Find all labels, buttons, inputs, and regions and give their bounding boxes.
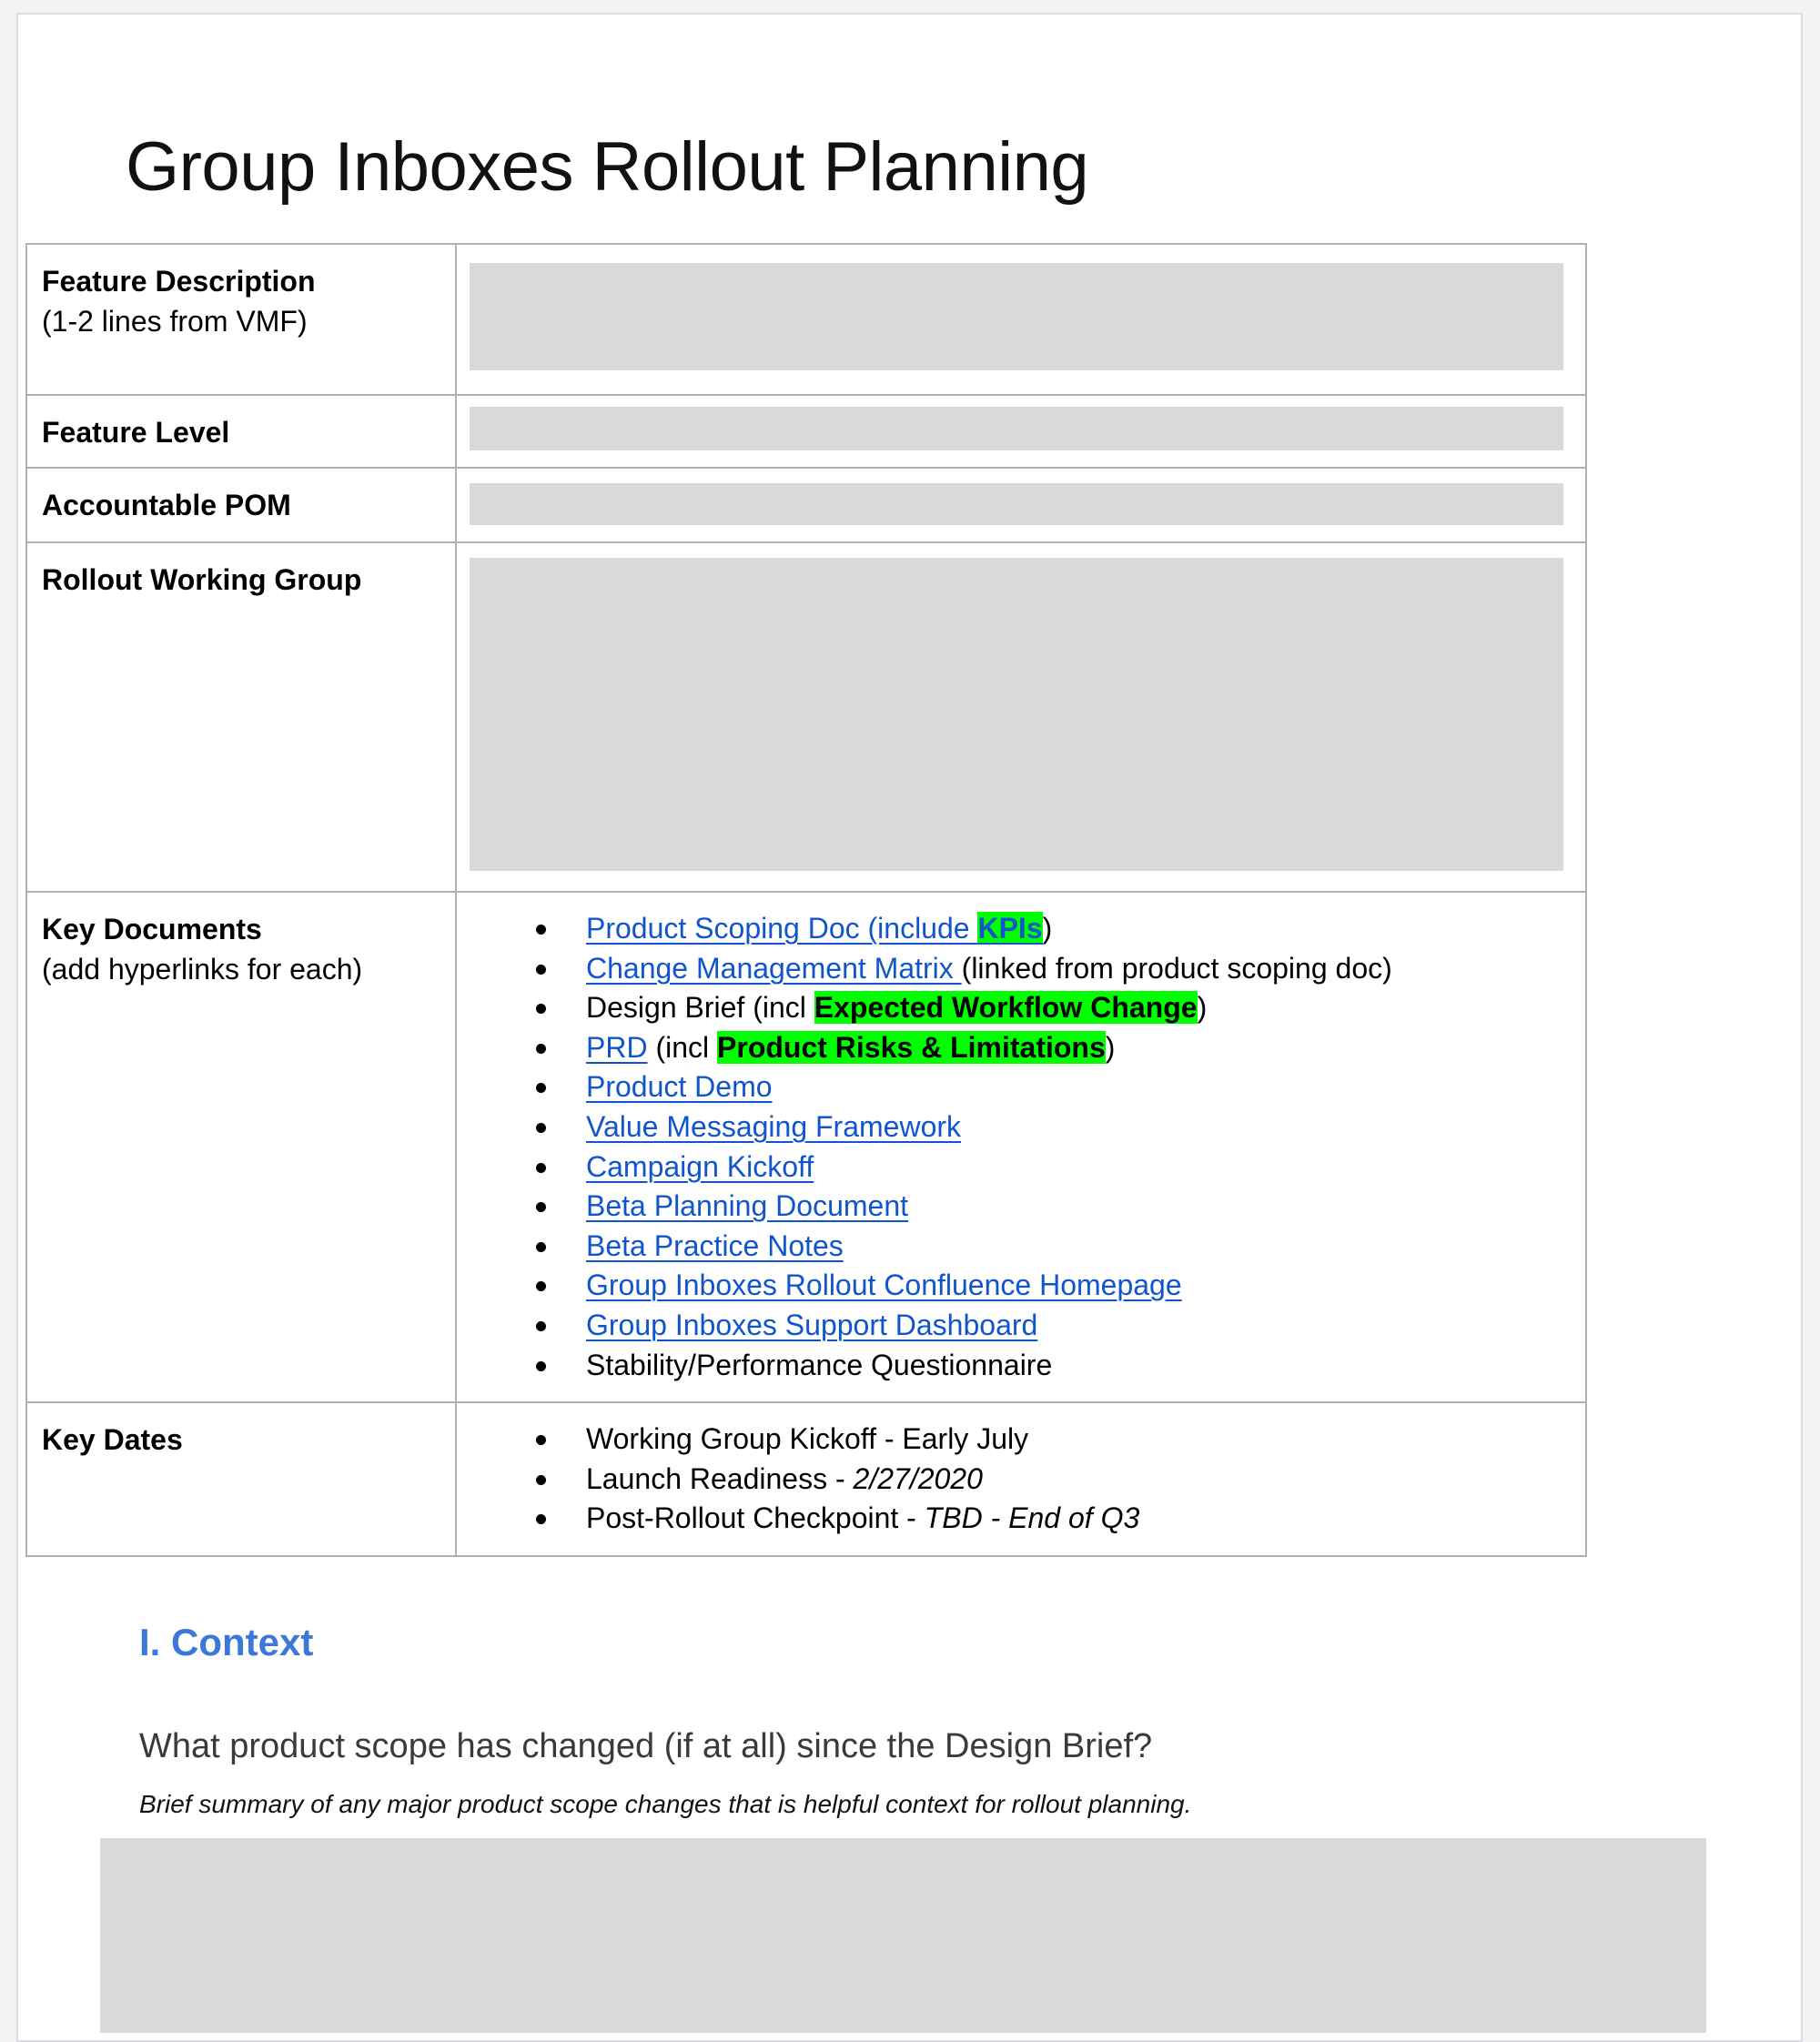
table-row-feature-level — [26, 395, 1586, 468]
list-item — [586, 949, 1563, 989]
feature-level-label-cell — [26, 395, 456, 468]
feature-level-label: Feature Level — [42, 416, 230, 449]
stability-questionnaire-text: Stability/Performance Questionnaire — [586, 1348, 1053, 1381]
key-dates-label: Key Dates — [42, 1423, 183, 1457]
post-rollout-value: TBD - End of Q3 — [924, 1501, 1140, 1535]
list-item — [586, 1227, 1563, 1267]
redacted-block[interactable] — [100, 1838, 1706, 2033]
beta-practice-notes-link[interactable]: Beta Practice Notes — [586, 1228, 844, 1262]
key-dates-label-cell — [26, 1402, 456, 1556]
key-documents-label: Key Documents — [42, 913, 262, 945]
launch-readiness-label: Launch Readiness - — [586, 1461, 854, 1495]
bullet-icon — [536, 1083, 546, 1093]
bullet-icon — [536, 1202, 546, 1212]
kpis-highlight: KPIs — [977, 912, 1043, 945]
accountable-pom-label-cell — [26, 468, 456, 542]
bullet-icon — [536, 1475, 546, 1485]
list-item — [586, 1067, 1563, 1107]
bullet-icon — [536, 1123, 546, 1133]
bullet-icon — [536, 1321, 546, 1331]
document-title: Group Inboxes Rollout Planning — [126, 128, 1089, 206]
key-documents-value-cell — [456, 892, 1586, 1402]
scope-change-question: What product scope has changed (if at all) since the Design Brief? — [139, 1727, 1153, 1765]
design-brief-text: Design Brief (incl — [586, 991, 814, 1025]
redacted-block — [470, 263, 1563, 370]
product-risks-highlight: Product Risks & Limitations — [717, 1030, 1106, 1064]
campaign-kickoff-link[interactable]: Campaign Kickoff — [586, 1149, 814, 1183]
bullet-icon — [536, 1004, 546, 1014]
redacted-block — [470, 483, 1563, 525]
value-messaging-framework-link[interactable]: Value Messaging Framework — [586, 1109, 962, 1143]
bullet-icon — [536, 965, 546, 975]
redacted-block — [470, 407, 1563, 450]
list-item — [586, 1306, 1563, 1346]
expected-workflow-change-highlight: Expected Workflow Change — [814, 991, 1198, 1025]
table-row-feature-description — [26, 244, 1586, 395]
list-item — [586, 1187, 1563, 1227]
list-item — [586, 1499, 1563, 1539]
redacted-block — [470, 558, 1563, 871]
table-row-key-dates — [26, 1402, 1586, 1556]
beta-planning-document-link[interactable]: Beta Planning Document — [586, 1189, 908, 1223]
accountable-pom-value-cell[interactable] — [456, 468, 1586, 542]
context-heading: I. Context — [139, 1621, 314, 1663]
product-demo-link[interactable]: Product Demo — [586, 1070, 773, 1104]
close-paren: ) — [1042, 912, 1053, 945]
key-documents-list — [470, 909, 1563, 1385]
bullet-icon — [536, 1044, 546, 1054]
confluence-homepage-link[interactable]: Group Inboxes Rollout Confluence Homepage — [586, 1269, 1182, 1302]
table-row-accountable-pom — [26, 468, 1586, 542]
list-item — [586, 988, 1563, 1028]
prd-link[interactable]: PRD — [586, 1030, 648, 1064]
change-management-matrix-link[interactable]: Change Management Matrix — [586, 951, 962, 985]
table-row-key-documents — [26, 892, 1586, 1402]
rollout-working-group-label: Rollout Working Group — [42, 563, 362, 596]
accountable-pom-label: Accountable POM — [42, 489, 291, 521]
bullet-icon — [536, 1435, 546, 1445]
feature-description-label: Feature Description — [42, 265, 316, 298]
list-item — [586, 909, 1563, 949]
key-dates-value-cell — [456, 1402, 1586, 1556]
product-scoping-doc-link[interactable]: Product Scoping Doc — [586, 912, 868, 945]
rollout-working-group-label-cell — [26, 542, 456, 892]
bullet-icon — [536, 1281, 546, 1291]
feature-level-value-cell[interactable] — [456, 395, 1586, 468]
list-item — [586, 1266, 1563, 1306]
close-paren: ) — [1105, 1030, 1116, 1064]
feature-description-value-cell[interactable] — [456, 244, 1586, 395]
key-documents-sublabel: (add hyperlinks for each) — [42, 953, 363, 986]
key-documents-label-cell — [26, 892, 456, 1402]
bullet-icon — [536, 1361, 546, 1371]
document-page — [16, 13, 1803, 2042]
support-dashboard-link[interactable]: Group Inboxes Support Dashboard — [586, 1308, 1038, 1341]
post-rollout-label: Post-Rollout Checkpoint - — [586, 1501, 925, 1535]
feature-description-label-cell — [26, 244, 456, 395]
table-row-rollout-working-group — [26, 542, 1586, 892]
launch-readiness-date: 2/27/2020 — [853, 1461, 983, 1495]
list-item — [586, 1420, 1563, 1460]
bullet-icon — [536, 1163, 546, 1173]
close-paren: ) — [1197, 991, 1208, 1025]
rollout-working-group-value-cell[interactable] — [456, 542, 1586, 892]
bullet-icon — [536, 1514, 546, 1524]
list-item — [586, 1028, 1563, 1068]
list-item — [586, 1107, 1563, 1147]
feature-description-sublabel: (1-2 lines from VMF) — [42, 305, 308, 338]
scope-change-hint: Brief summary of any major product scope changes that is helpful context for rollout planning. — [139, 1790, 1192, 1818]
kickoff-date-text: Working Group Kickoff - Early July — [586, 1422, 1029, 1456]
prd-note: (incl — [647, 1030, 718, 1064]
include-kpis-link[interactable] — [868, 912, 1043, 945]
list-item — [586, 1460, 1563, 1500]
include-text: (include — [867, 912, 978, 945]
change-matrix-note: (linked from product scoping doc) — [961, 951, 1392, 985]
bullet-icon — [536, 1242, 546, 1252]
key-dates-list — [470, 1420, 1563, 1539]
list-item — [586, 1147, 1563, 1188]
rollout-info-table — [25, 243, 1587, 1557]
list-item — [586, 1346, 1563, 1386]
bullet-icon — [536, 925, 546, 935]
